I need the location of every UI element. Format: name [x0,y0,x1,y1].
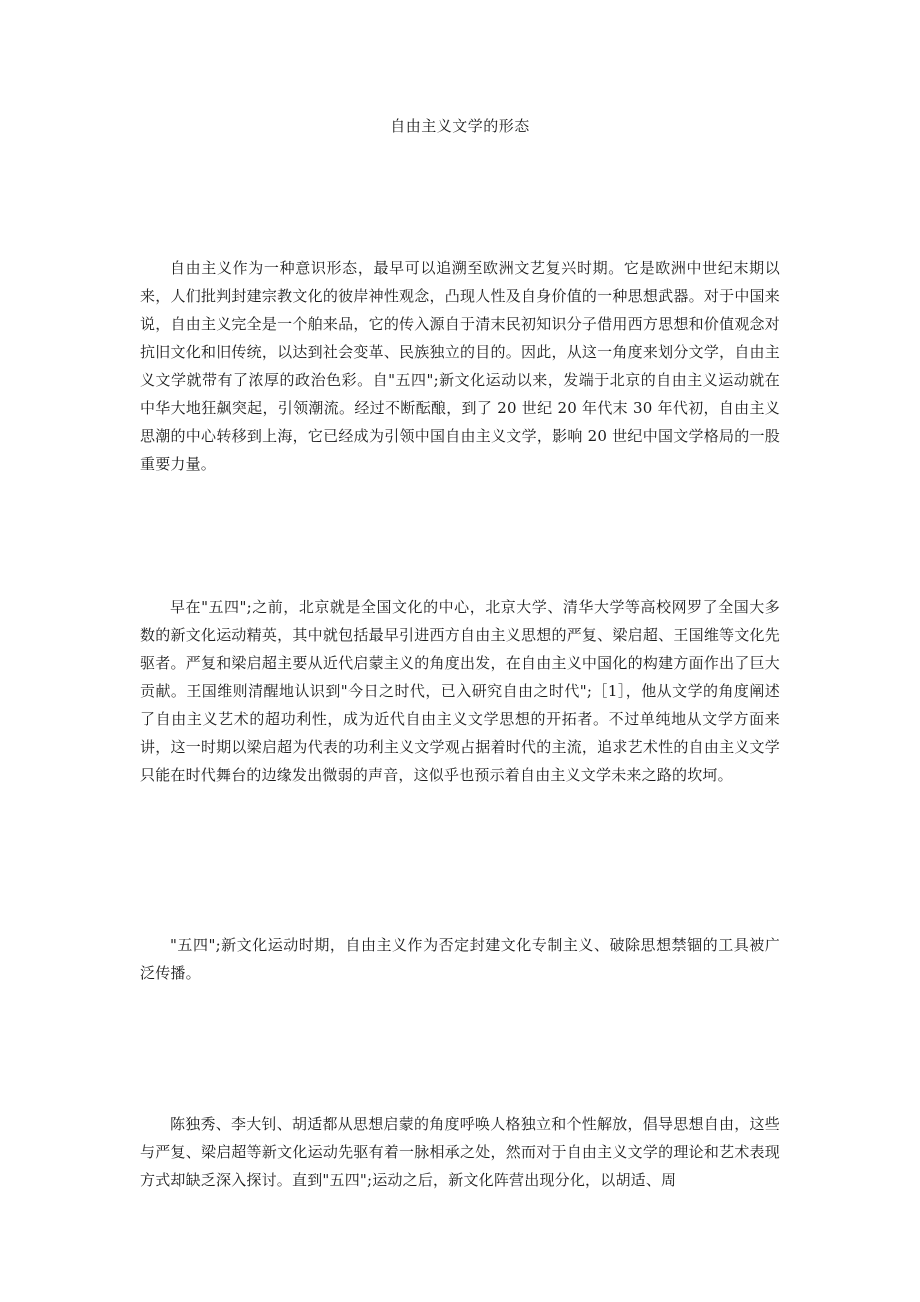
document-title: 自由主义文学的形态 [390,117,530,135]
paragraph-1: 自由主义作为一种意识形态，最早可以追溯至欧洲文艺复兴时期。它是欧洲中世纪末期以来，人们批判封建宗教文化的彼岸神性观念，凸现人性及自身价值的一种思想武器。对于中国来说，自由主义完全是一个舶来品，它的传入源自于清末民初知识分子借用西方思想和价值观念对抗旧文化和旧传统，以达到社会变革、民族独立的目的。因此，从这一角度来划分文学，自由主义文学就带有了浓厚的政治色彩。自"五四";新文化运动以来，发端于北京的自由主义运动就在中华大地狂飙突起，引领潮流。经过不断酝酿，到了 20 世纪 20 年代末 30 年代初，自由主义思潮的中心转移到上海，它已经成为引领中国自由主义文学，影响 20 世纪中国文学格局的一股重要力量。 [140,259,780,473]
paragraph-2: 早在"五四";之前，北京就是全国文化的中心，北京大学、清华大学等高校网罗了全国大多数的新文化运动精英，其中就包括最早引进西方自由主义思想的严复、梁启超、王国维等文化先驱者。严复和梁启超主要从近代启蒙主义的角度出发，在自由主义中国化的构建方面作出了巨大贡献。王国维则清醒地认识到"今日之时代，已入研究自由之时代";［1］，他从文学的角度阐述了自由主义艺术的超功利性，成为近代自由主义文学思想的开拓者。不过单纯地从文学方面来讲，这一时期以梁启超为代表的功利主义文学观占据着时代的主流，追求艺术性的自由主义文学只能在时代舞台的边缘发出微弱的声音，这似乎也预示着自由主义文学未来之路的坎坷。 [140,598,780,784]
paragraph-4: 陈独秀、李大钊、胡适都从思想启蒙的角度呼唤人格独立和个性解放，倡导思想自由，这些与严复、梁启超等新文化运动先驱有着一脉相承之处，然而对于自由主义文学的理论和艺术表现方式却缺乏深入探讨。直到"五四";运动之后，新文化阵营出现分化，以胡适、周 [140,1115,780,1189]
paragraph-3: "五四";新文化运动时期，自由主义作为否定封建文化专制主义、破除思想禁锢的工具被广泛传播。 [140,936,780,982]
